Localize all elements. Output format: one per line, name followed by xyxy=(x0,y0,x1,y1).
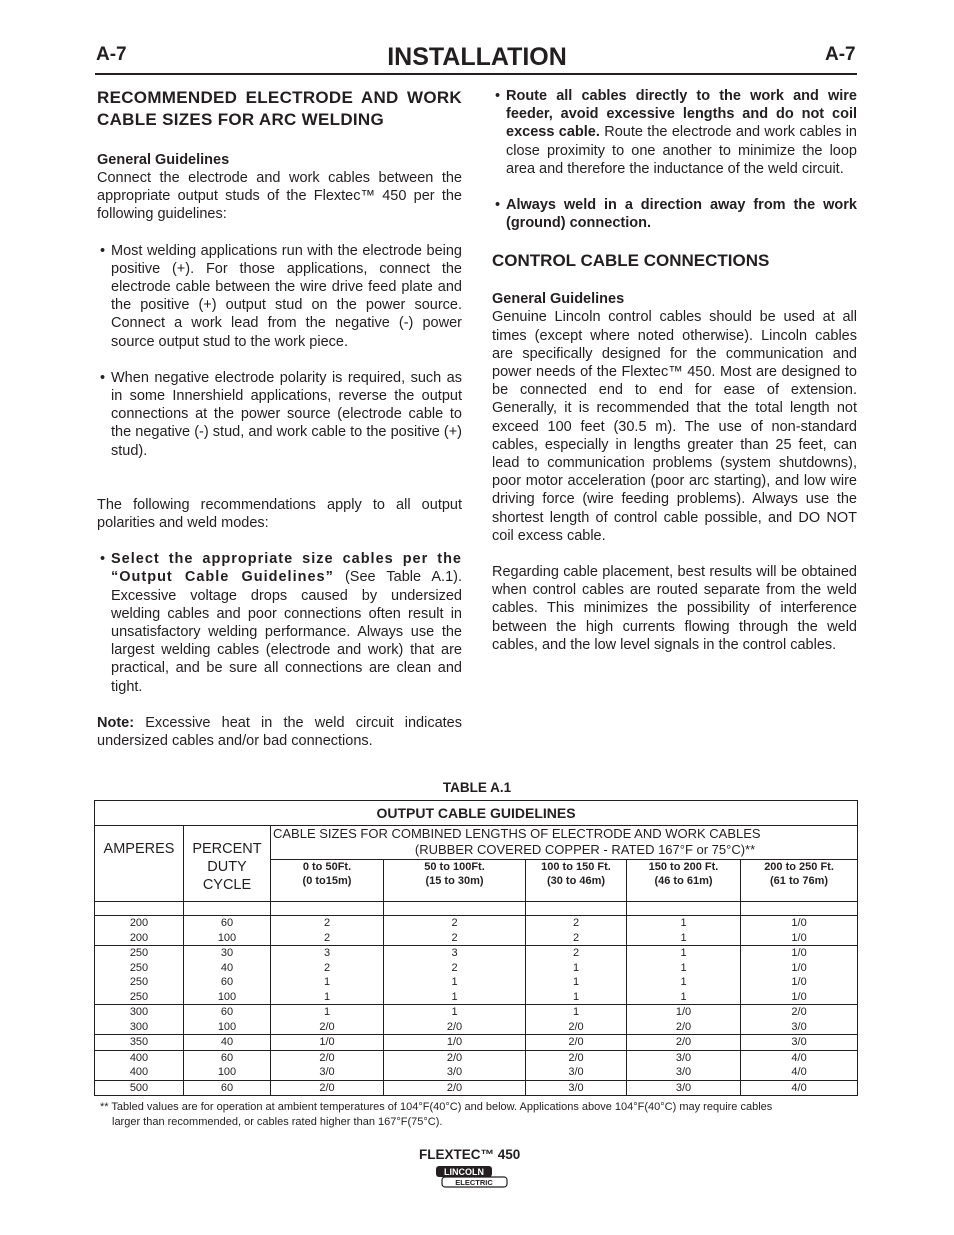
section-heading-cable-sizes: RECOMMENDED ELECTRODE AND WORK CABLE SIZES FOR ARC WELDING xyxy=(97,88,462,129)
page-number-left: A-7 xyxy=(96,44,127,65)
table-cell-duty xyxy=(184,916,271,946)
table-cell-c2 xyxy=(384,916,526,946)
note-paragraph xyxy=(97,714,462,750)
output-cable-table xyxy=(94,800,858,1096)
table-cell-c4 xyxy=(627,1005,741,1035)
table-cell-amps xyxy=(95,1080,184,1096)
table-title: OUTPUT CABLE GUIDELINES xyxy=(95,801,858,826)
logo-text-top: LINCOLN xyxy=(444,1167,484,1177)
cell-value: 3 xyxy=(451,947,458,959)
length-header-1 xyxy=(271,860,384,902)
cell-value: 400 xyxy=(129,1051,149,1064)
table-row-group xyxy=(95,1005,858,1035)
cell-value: 300 xyxy=(129,1020,149,1033)
table-cell-c3 xyxy=(526,1005,627,1035)
left-column xyxy=(97,87,462,750)
cell-value: 200 xyxy=(129,917,149,929)
bullet-bold-text: Always weld in a direction away from the work (ground) connection. xyxy=(506,197,857,232)
cell-value: 2 xyxy=(451,931,458,944)
length-meters: (61 to 76m) xyxy=(770,875,829,887)
cell-value: 1 xyxy=(572,1006,580,1018)
cell-value: 4/0 xyxy=(791,1081,807,1094)
cell-value: 2 xyxy=(451,917,458,929)
cell-value: 2/0 xyxy=(675,1020,692,1033)
cell-value: 1/0 xyxy=(791,947,807,959)
cable-sizes-line2: (RUBBER COVERED COPPER - RATED 167°F or 75°C)** xyxy=(414,842,756,857)
column-header-cable-sizes xyxy=(271,826,858,860)
subheading-general-guidelines: General Guidelines xyxy=(492,291,625,308)
cell-value: 60 xyxy=(220,1081,234,1094)
table-cell-duty xyxy=(184,1050,271,1080)
table-cell-duty xyxy=(184,1035,271,1051)
cell-value: 3/0 xyxy=(568,1066,584,1078)
table-row-group xyxy=(95,1035,858,1051)
cell-value: 2 xyxy=(572,947,580,959)
cable-sizes-line1: CABLE SIZES FOR COMBINED LENGTHS OF ELECTRODE AND WORK CABLES xyxy=(273,826,761,841)
column-header-amperes: AMPERES xyxy=(95,826,184,902)
bullet-text: Most welding applications run with the electrode being positive (+). For those applications, connect the electrode cable between the wire drive feed plate and the positive (+) output stud on the power source. Connect a work lead from the negative (-) power source output stud to the work piece. xyxy=(111,242,462,350)
table-caption: TABLE A.1 xyxy=(442,780,512,795)
table-cell-c5 xyxy=(741,946,858,1005)
cell-value: 3/0 xyxy=(675,1051,692,1064)
table-cell-c2 xyxy=(384,1050,526,1080)
table-cell-c2 xyxy=(384,1005,526,1035)
table-cell-c1 xyxy=(271,916,384,946)
cell-value: 1/0 xyxy=(791,990,807,1003)
bullet-route-cables: • Route all cables directly to the work and wire feeder, avoid excessive lengths and do not coil excess cable. Route the electrode and work cables in close proximity to one another to minimize the loop area and therefore the inductance of the weld circuit. xyxy=(495,88,857,177)
table-cell-c5 xyxy=(741,1050,858,1080)
table-cell-c4 xyxy=(627,946,741,1005)
table-cell-c4 xyxy=(627,1050,741,1080)
cell-value: 1 xyxy=(680,976,687,988)
cable-placement-paragraph: Regarding cable placement, best results will be obtained when control cables are routed separate from the weld cables. This minimizes the possibility of interference between the high currents flowing through the weld cables, and the low level signals in the control cables. xyxy=(492,564,857,653)
cell-value: 1 xyxy=(572,990,580,1003)
table-cell-c5 xyxy=(741,916,858,946)
cell-value: 2/0 xyxy=(319,1081,335,1094)
table-cell-amps xyxy=(95,1035,184,1051)
subheading-general-guidelines: General Guidelines xyxy=(97,152,230,168)
cell-value: 60 xyxy=(220,1051,234,1064)
cell-value: 2 xyxy=(323,961,331,974)
table-cell-c5 xyxy=(741,1080,858,1096)
table-cell-amps xyxy=(95,946,184,1005)
cell-value: 250 xyxy=(129,947,149,959)
footnote-line2: larger than recommended, or cables rated higher than 167°F(75°C). xyxy=(112,1116,443,1128)
page-number-right: A-7 xyxy=(825,44,856,65)
cell-value: 1 xyxy=(572,976,580,988)
cell-value: 1 xyxy=(680,931,687,944)
bullet-bold-text: Select the appropriate size cables per the “Output Cable Guidelines” xyxy=(111,551,462,586)
length-feet: 50 to 100Ft. xyxy=(424,861,485,873)
cell-value: 200 xyxy=(129,931,149,944)
length-meters: (46 to 61m) xyxy=(654,875,713,887)
table-cell-c4 xyxy=(627,1035,741,1051)
cell-value: 60 xyxy=(220,1006,234,1018)
table-cell-c1 xyxy=(271,946,384,1005)
cell-value: 300 xyxy=(129,1006,149,1018)
column-header-duty-cycle: PERCENT DUTY CYCLE xyxy=(184,826,271,902)
table-cell-c1 xyxy=(271,1035,384,1051)
cell-value: 2 xyxy=(323,931,331,944)
note-text: Excessive heat in the weld circuit indicates undersized cables and/or bad connections. xyxy=(97,714,462,750)
cell-value: 2/0 xyxy=(319,1051,335,1064)
cell-value: 40 xyxy=(220,961,234,974)
cell-value: 2/0 xyxy=(568,1020,584,1033)
cell-value: 3/0 xyxy=(568,1081,584,1094)
table-row-group xyxy=(95,916,858,946)
cell-value: 1/0 xyxy=(791,917,807,929)
cell-value: 2/0 xyxy=(446,1020,463,1033)
cell-value: 1 xyxy=(680,947,687,959)
table-cell-c2 xyxy=(384,946,526,1005)
cell-value: 3/0 xyxy=(791,1036,807,1048)
cell-value: 1 xyxy=(451,1006,458,1018)
table-row-group xyxy=(95,1080,858,1096)
table-cell-c5 xyxy=(741,1005,858,1035)
intro-paragraph: Connect the electrode and work cables between the appropriate output studs of the Flextec™ 450 per the following guidelines: xyxy=(97,170,462,223)
table-cell-c2 xyxy=(384,1080,526,1096)
cell-value: 2/0 xyxy=(568,1051,584,1064)
cell-value: 2/0 xyxy=(791,1006,807,1018)
cell-value: 4/0 xyxy=(791,1051,807,1064)
table-cell-c3 xyxy=(526,1080,627,1096)
cell-value: 1 xyxy=(572,961,580,974)
cell-value: 1 xyxy=(680,917,687,929)
length-feet: 150 to 200 Ft. xyxy=(648,861,719,873)
header-rule xyxy=(95,73,857,75)
cell-value: 60 xyxy=(220,976,234,988)
cell-value: 2/0 xyxy=(568,1036,584,1048)
cell-value: 100 xyxy=(217,931,237,944)
page-title: INSTALLATION xyxy=(387,43,567,71)
logo-text-bottom: ELECTRIC xyxy=(455,1178,493,1187)
cell-value: 1/0 xyxy=(791,961,807,974)
cell-value: 2 xyxy=(572,917,580,929)
length-feet: 0 to 50Ft. xyxy=(302,861,352,873)
bullet-text: Route the electrode and work cables in close proximity to one another to minimize the loop area and therefore the inductance of the weld circuit. xyxy=(506,124,857,177)
cell-value: 3/0 xyxy=(446,1066,463,1078)
cell-value: 2/0 xyxy=(675,1036,692,1048)
cell-value: 350 xyxy=(129,1036,149,1048)
cell-value: 2 xyxy=(451,961,458,974)
right-column xyxy=(492,87,857,654)
cell-value: 1 xyxy=(680,961,687,974)
table-cell-amps xyxy=(95,1005,184,1035)
section-heading-control-cables: CONTROL CABLE CONNECTIONS xyxy=(492,251,770,271)
table-cell-c1 xyxy=(271,1005,384,1035)
table-cell-duty xyxy=(184,946,271,1005)
table-cell-c5 xyxy=(741,1035,858,1051)
length-header-3 xyxy=(526,860,627,902)
cell-value: 100 xyxy=(217,1066,237,1078)
table-cell-amps xyxy=(95,916,184,946)
bullet-positive-electrode: • Most welding applications run with the electrode being positive (+). For those applications, connect the electrode cable between the wire drive feed plate and the positive (+) output stud on the power source. Connect a work lead from the negative (-) power source output stud to the work piece. xyxy=(100,242,462,350)
cell-value: 3 xyxy=(323,947,331,959)
length-header-5 xyxy=(741,860,858,902)
table-cell-c3 xyxy=(526,1035,627,1051)
cell-value: 1/0 xyxy=(446,1036,463,1048)
bullet-text: (See Table A.1). Excessive voltage drops caused by undersized welding cables and poor connections often result in unsatisfactory welding performance. Always use the largest welding cables (electrode and work) that are practical, and be sure all connections are clean and tight. xyxy=(111,569,463,695)
cell-value: 1 xyxy=(323,990,331,1003)
length-meters: (30 to 46m) xyxy=(546,875,606,887)
cell-value: 1/0 xyxy=(319,1036,335,1048)
cell-value: 40 xyxy=(220,1036,234,1048)
cell-value: 400 xyxy=(129,1066,149,1078)
table-cell-c3 xyxy=(526,946,627,1005)
product-name: FLEXTEC™ 450 xyxy=(419,1147,521,1162)
length-feet: 200 to 250 Ft. xyxy=(764,861,834,873)
bullet-text: When negative electrode polarity is required, such as in some Innershield applications, reverse the output connections at the power source (electrode cable to the negative (-) stud, and work cable to the positive (+) stud). xyxy=(111,369,462,459)
cell-value: 2/0 xyxy=(446,1081,463,1094)
lincoln-electric-logo xyxy=(435,1165,509,1189)
cell-value: 3/0 xyxy=(319,1066,335,1078)
cell-value: 1 xyxy=(323,1006,331,1018)
table-footnote xyxy=(100,1100,860,1130)
length-meters: (15 to 30m) xyxy=(425,875,484,887)
cell-value: 100 xyxy=(217,990,237,1003)
table-cell-c3 xyxy=(526,1050,627,1080)
cell-value: 1/0 xyxy=(791,976,807,988)
cell-value: 1/0 xyxy=(675,1006,692,1018)
cell-value: 1/0 xyxy=(791,931,807,944)
cell-value: 1 xyxy=(323,976,331,988)
cell-value: 3/0 xyxy=(675,1081,692,1094)
cell-value: 3/0 xyxy=(675,1066,692,1078)
length-header-4 xyxy=(627,860,741,902)
table-row-group xyxy=(95,1050,858,1080)
table-cell-c2 xyxy=(384,1035,526,1051)
cell-value: 2/0 xyxy=(446,1051,463,1064)
cell-value: 1 xyxy=(451,990,458,1003)
cell-value: 2 xyxy=(572,931,580,944)
footnote-line1: ** Tabled values are for operation at ambient temperatures of 104°F(40°C) and below. Applications above 104°F(40°C) may require cables xyxy=(100,1101,773,1113)
cell-value: 30 xyxy=(220,947,234,959)
length-meters: (0 to15m) xyxy=(302,875,352,887)
table-cell-duty xyxy=(184,1080,271,1096)
cell-value: 2 xyxy=(323,917,331,929)
cell-value: 2/0 xyxy=(319,1020,335,1033)
table-cell-amps xyxy=(95,1050,184,1080)
control-cable-paragraph: Genuine Lincoln control cables should be used at all times (except where noted otherwise). Lincoln cables are specifically designed for the communication and power needs of the Flextec™ 450. Most are designed to be connected end to end for ease of extension. Generally, it is recommended that the total length not exceed 100 feet (30.5 m). The use of non-standard cables, especially in lengths greater than 25 feet, can lead to communication problems (system shutdowns), poor motor acceleration (poor arc starting), and low wire driving force (wire feeding problems). Always use the shortest length of control cable possible, and DO NOT coil excess cable. xyxy=(492,309,857,544)
note-label: Note: xyxy=(97,714,135,731)
cell-value: 60 xyxy=(220,917,234,929)
bullet-negative-electrode: • When negative electrode polarity is required, such as in some Innershield applications, reverse the output connections at the power source (electrode cable to the negative (-) stud, and work cable to the positive (+) stud). xyxy=(100,369,462,459)
cell-value: 100 xyxy=(217,1020,237,1033)
cell-value: 4/0 xyxy=(791,1066,807,1078)
cell-value: 3/0 xyxy=(791,1020,807,1033)
bullet-bold-text: Route all cables directly to the work and wire feeder, avoid excessive lengths and do not coil excess cable. xyxy=(506,88,857,141)
length-header-2 xyxy=(384,860,526,902)
cell-value: 250 xyxy=(129,976,149,988)
cell-value: 250 xyxy=(129,990,149,1003)
table-cell-c4 xyxy=(627,1080,741,1096)
length-feet: 100 to 150 Ft. xyxy=(541,861,611,873)
cell-value: 1 xyxy=(680,990,687,1003)
table-cell-c1 xyxy=(271,1050,384,1080)
cell-value: 250 xyxy=(129,961,149,974)
table-cell-c4 xyxy=(627,916,741,946)
bullet-select-cables: • Select the appropriate size cables per the “Output Cable Guidelines” (See Table A.1). Excessive voltage drops caused by undersized welding cables and poor connections often result in unsatisfactory welding performance. Always use the largest welding cables (electrode and work) that are practical, and be sure all connections are clean and tight. xyxy=(100,551,463,695)
table-row-group xyxy=(95,946,858,1005)
recommendations-paragraph: The following recommendations apply to all output polarities and weld modes: xyxy=(97,496,462,532)
table-cell-c3 xyxy=(526,916,627,946)
cell-value: 1 xyxy=(451,976,458,988)
cell-value: 500 xyxy=(129,1081,149,1094)
table-cell-c1 xyxy=(271,1080,384,1096)
bullet-weld-direction: • Always weld in a direction away from the work (ground) connection. xyxy=(495,197,857,232)
table-cell-duty xyxy=(184,1005,271,1035)
